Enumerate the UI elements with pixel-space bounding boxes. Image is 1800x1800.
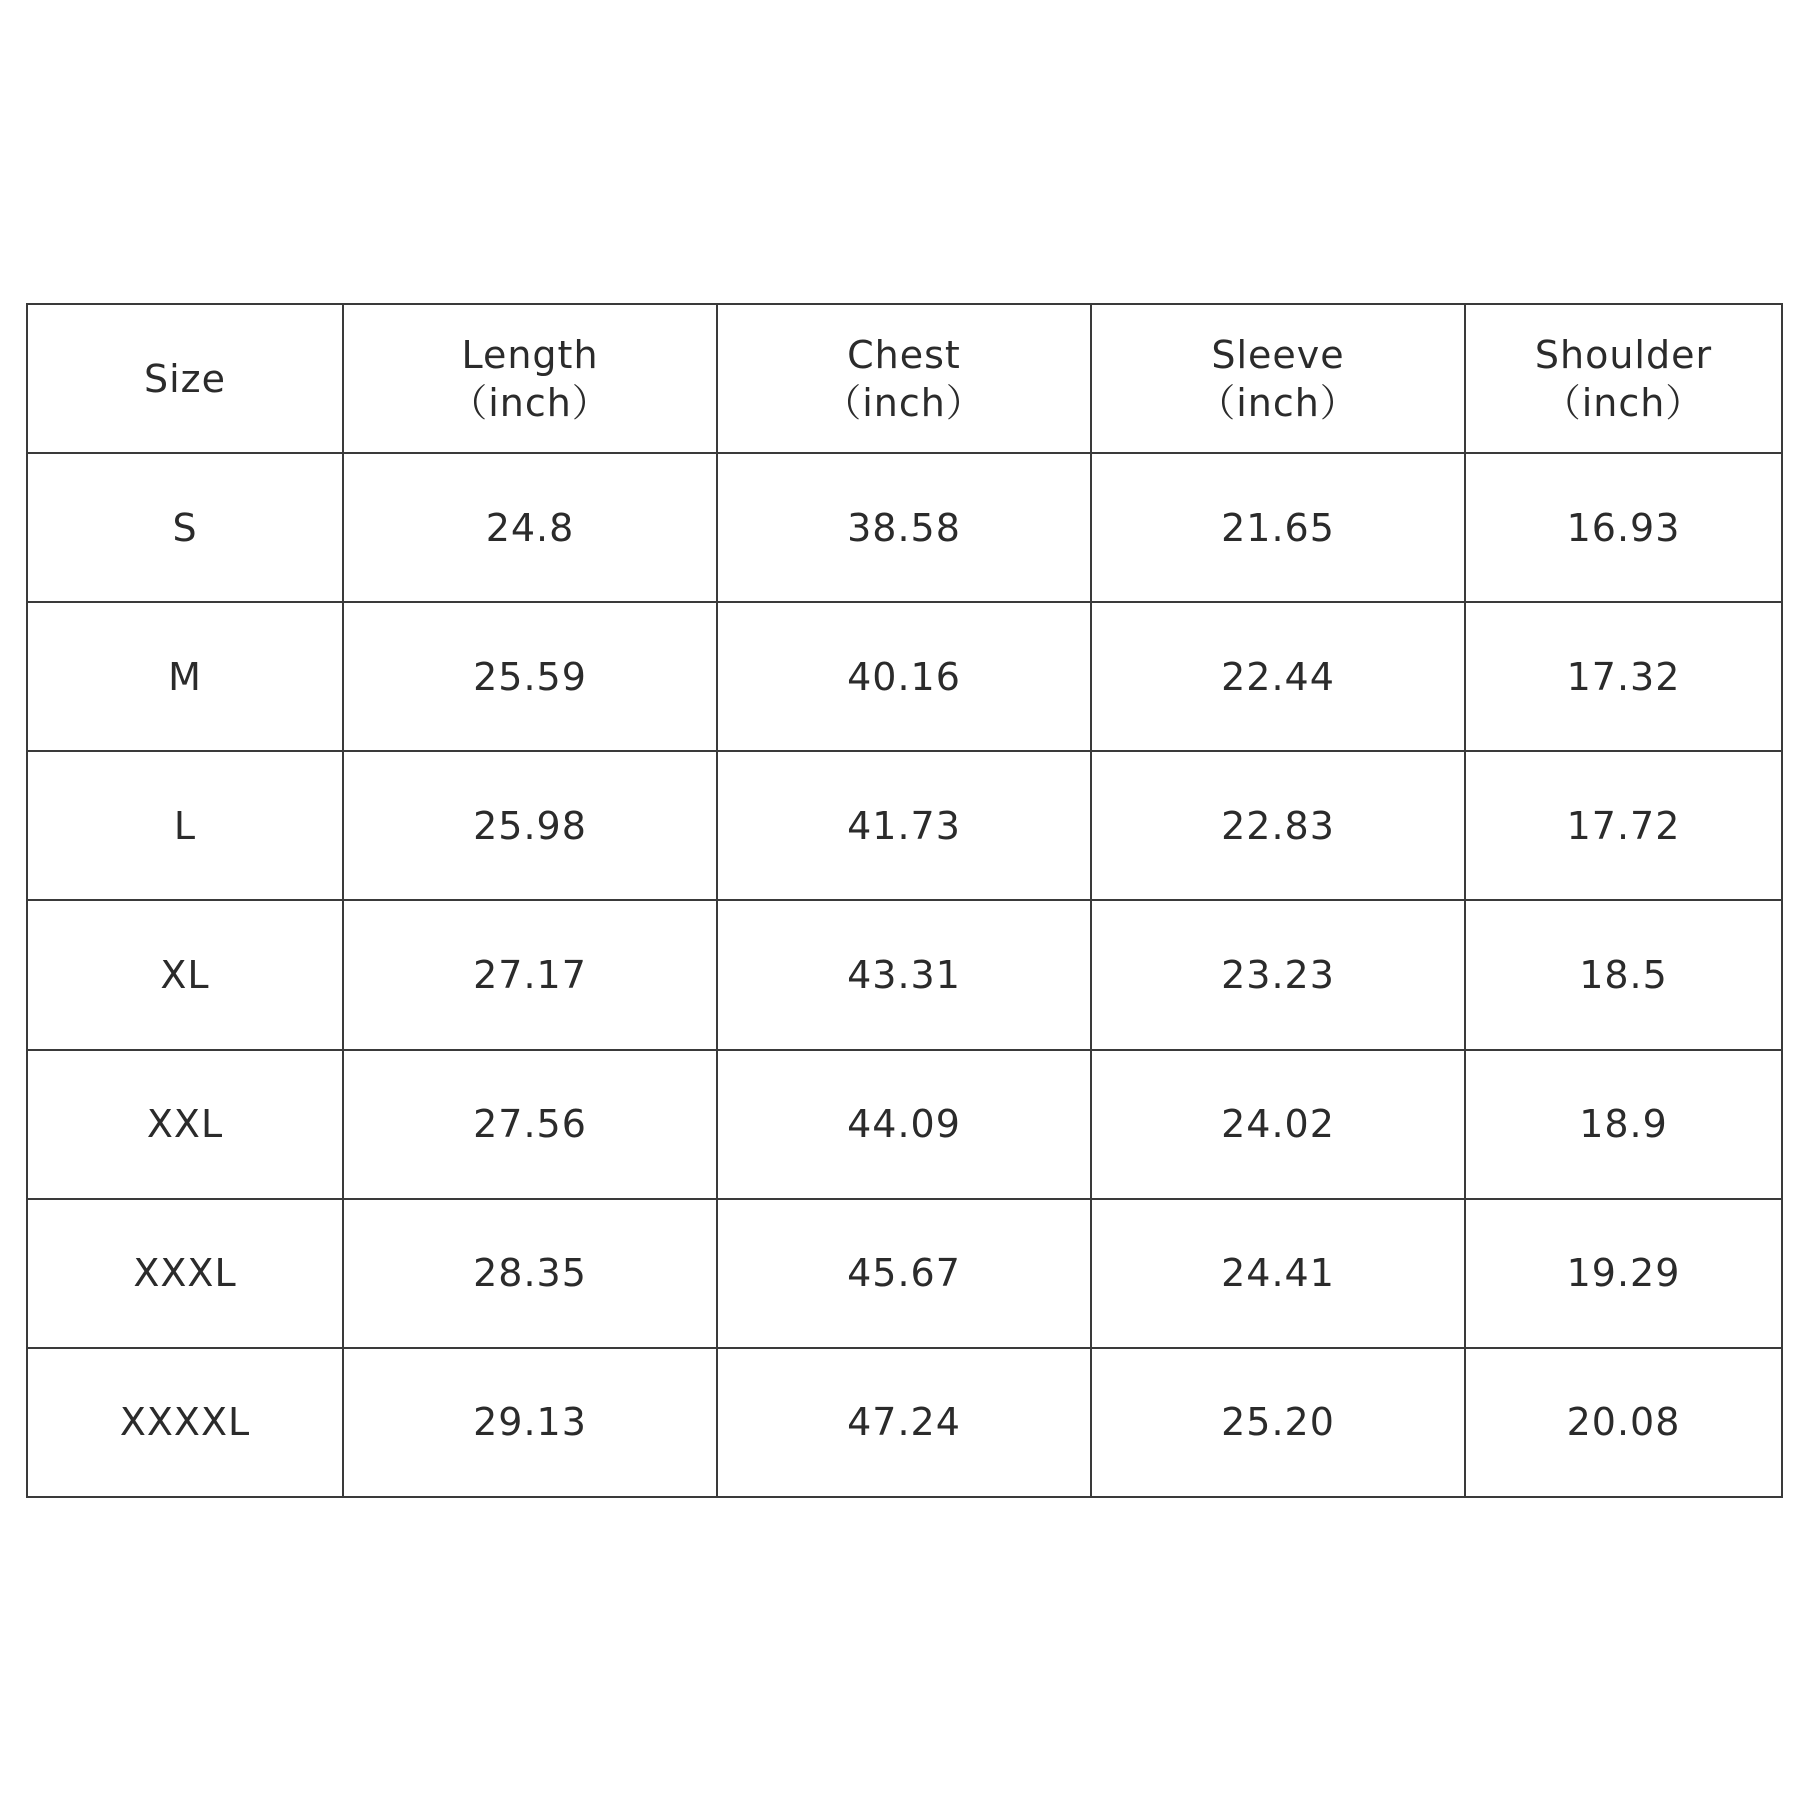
cell-sleeve: 23.23	[1091, 900, 1465, 1049]
cell-length: 29.13	[343, 1348, 717, 1497]
cell-length: 27.17	[343, 900, 717, 1049]
cell-chest: 45.67	[717, 1199, 1091, 1348]
cell-shoulder: 17.32	[1465, 602, 1782, 751]
header-unit: （inch）	[1197, 380, 1359, 425]
table-row	[27, 1050, 1782, 1199]
table-row	[27, 602, 1782, 751]
cell-chest: 41.73	[717, 751, 1091, 900]
table-row	[27, 751, 1782, 900]
cell-shoulder: 18.9	[1465, 1050, 1782, 1199]
header-row	[27, 304, 1782, 453]
header-length	[343, 304, 717, 453]
header-sleeve	[1091, 304, 1465, 453]
cell-chest: 40.16	[717, 602, 1091, 751]
cell-shoulder: 19.29	[1465, 1199, 1782, 1348]
cell-length: 25.98	[343, 751, 717, 900]
header-unit: （inch）	[1542, 380, 1705, 425]
table-row	[27, 1199, 1782, 1348]
cell-shoulder: 20.08	[1465, 1348, 1782, 1497]
cell-sleeve: 24.41	[1091, 1199, 1465, 1348]
cell-sleeve: 22.83	[1091, 751, 1465, 900]
cell-shoulder: 17.72	[1465, 751, 1782, 900]
cell-sleeve: 25.20	[1091, 1348, 1465, 1497]
cell-size: XXL	[27, 1050, 343, 1199]
header-unit: （inch）	[823, 380, 985, 425]
header-label: Sleeve	[1211, 332, 1345, 377]
cell-size: XXXXL	[27, 1348, 343, 1497]
cell-size: L	[27, 751, 343, 900]
header-shoulder	[1465, 304, 1782, 453]
header-label: Shoulder	[1534, 332, 1713, 377]
cell-shoulder: 18.5	[1465, 900, 1782, 1049]
header-label: Length	[461, 332, 599, 377]
cell-size: M	[27, 602, 343, 751]
header-chest	[717, 304, 1091, 453]
cell-sleeve: 22.44	[1091, 602, 1465, 751]
cell-size: XL	[27, 900, 343, 1049]
header-size	[27, 304, 343, 453]
cell-sleeve: 24.02	[1091, 1050, 1465, 1199]
cell-length: 28.35	[343, 1199, 717, 1348]
cell-chest: 44.09	[717, 1050, 1091, 1199]
cell-chest: 47.24	[717, 1348, 1091, 1497]
cell-size: S	[27, 453, 343, 602]
cell-sleeve: 21.65	[1091, 453, 1465, 602]
table-row	[27, 1348, 1782, 1497]
header-label: Size	[143, 356, 226, 401]
table-row	[27, 900, 1782, 1049]
cell-chest: 43.31	[717, 900, 1091, 1049]
cell-shoulder: 16.93	[1465, 453, 1782, 602]
cell-length: 27.56	[343, 1050, 717, 1199]
cell-size: XXXL	[27, 1199, 343, 1348]
cell-length: 25.59	[343, 602, 717, 751]
size-chart-table	[26, 303, 1783, 1498]
cell-length: 24.8	[343, 453, 717, 602]
header-unit: （inch）	[449, 380, 611, 425]
table-row	[27, 453, 1782, 602]
cell-chest: 38.58	[717, 453, 1091, 602]
header-label: Chest	[847, 332, 961, 377]
